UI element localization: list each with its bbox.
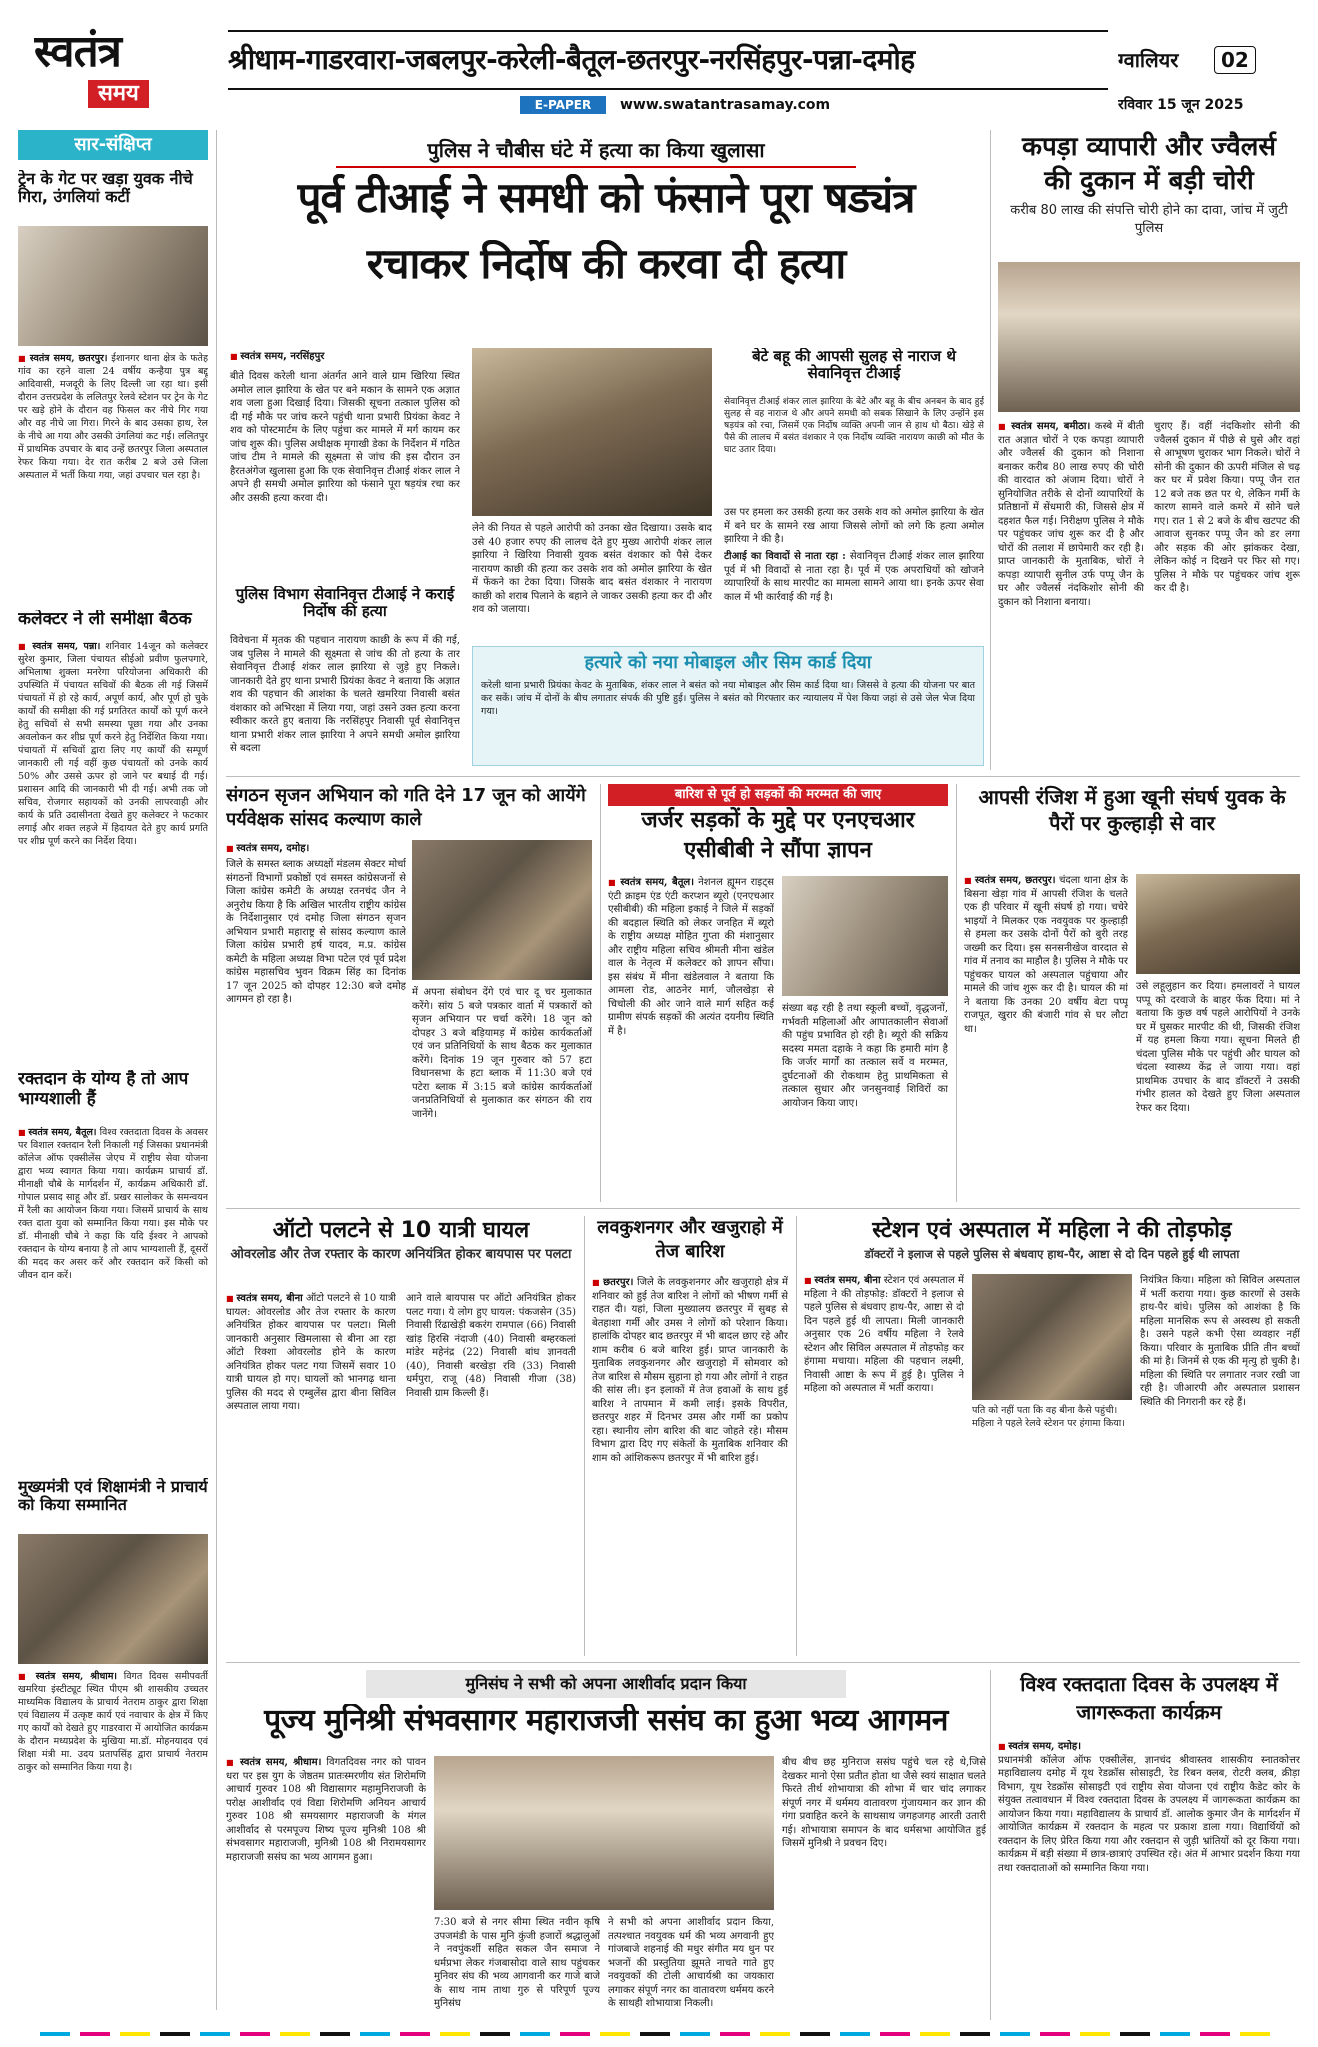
story-2b-body-2: संख्या बढ़ रही है तथा स्कूली बच्चों, वृद्धजनों, गर्भवती महिलाओं और आपातकालीन सेवाओं की पहुंच प्रभावित हो रही है। ब्यूरो की सक्रिय सदस्य ममता दहाके ने कहा कि हमारी मांग है कि जर्जर मार्गों का तत्काल सर्वे व मरम्मत, दुर्घटनाओं की रोकथाम हेतु प्राथमिकता से तत्काल सुधार और जनसुनवाई शिविरों का आयोजन किया जाए। bbox=[782, 1003, 948, 1109]
story-4a-photo bbox=[434, 1756, 774, 1910]
story-2c-photo bbox=[1136, 874, 1300, 974]
story-3c bbox=[804, 1216, 1300, 1656]
story-3c-dateline: ■ स्वतंत्र समय, बीना bbox=[804, 1275, 881, 1286]
story-3a-body-1 bbox=[226, 1292, 396, 1656]
story-2c-dateline: ■ स्वतंत्र समय, छतरपुर। bbox=[964, 875, 1056, 886]
story-3a-body-1-text: ऑटो पलटने से 10 यात्री घायल: ओवरलोड और तेज रफ्तार के कारण अनियंत्रित होकर बायपास पर पलटा। मिली जानकारी अनुसार खिमलासा से बीना आ रहा ऑटो रिक्शा ओवरलोड होने के कारण अनियंत्रित होकर पलट गया जिसमें सवार 10 यात्री घायल हो गए। घायलों को भानगढ़ थाना पुलिस की मदद से एम्बुलेंस द्वारा बीना सिविल अस्पताल लाया गया। bbox=[226, 1293, 396, 1412]
story-2a-body-1: जिले के समस्त ब्लाक अध्यक्षों मंडलम सेक्टर मोर्चा संगठनों विभागों प्रकोष्ठों एवं समस्त कांग्रेसजनों से जिला कांग्रेस कमेटी के अध्यक्ष रतनचंद जैन ने अनुरोध किया है कि अखिल भारतीय राष्ट्रीय कांग्रेस के निर्देशानुसार एवं दमोह जिला संगठन सृजन अभियान प्रभारी महाराष्ट्र से सांसद कल्याण काले जिला कांग्रेस प्रभारी हर्ष यादव, म.प्र. कांग्रेस कमेटी के महिला अध्यक्ष विभा पटेल एवं पूर्व प्रदेश कांग्रेस महासचिव भुवन विक्रम सिंह का दिनांक 17 जून 2025 को दोपहर 12:30 बजे दमोह आगमन हो रहा है। bbox=[226, 859, 406, 1005]
logo-top: स्वतंत्र bbox=[34, 28, 121, 77]
row3-divider-1 bbox=[584, 1216, 585, 1656]
story-4a-body-2: ने सभी को अपना आशीर्वाद प्रदान किया, तत्पश्चात नवयुवक धर्म की भव्य अगवानी हुए गांजबाजे शहनाई की मधुर संगीत मय धुन पर भजनों की प्रस्तुतिया झूमते नाचते गाते हुए नवयुवकों की टोली आचार्यश्री का जयकारा लगाकर संपूर्ण नगर का वातावरण धर्ममय करने के साथही शोभायात्रा निकली। bbox=[608, 1917, 774, 2009]
epaper-label: E-PAPER bbox=[520, 96, 606, 114]
theft-body-1 bbox=[998, 420, 1144, 770]
lead-sub2: बेटे बहू की आपसी सुलह से नाराज थे सेवानिवृत्त टीआई bbox=[752, 348, 956, 383]
sidebar-story-2-text: शनिवार 14जून को कलेक्टर सुरेश कुमार, जिला पंचायत सीईओ प्रवीण फुलपगारे, अभिलाषा शुक्ला मनरेगा परियोजना अधिकारी की उपस्थिति में पंचायत सचिवों की बैठक ली गई जिसमें पंचायतों में हो रहे कार्य, अपूर्ण कार्य, और पूर्ण हो चुके कार्यों की समीक्षा की गई प्रगतिरत कार्यों को पूर्ण करने हेतु सचिवों से सभी समस्या पूछा गया और उनका अवलोकन कर शीघ्र पूर्ण करने हेतु निर्देशित किया गया। पंचायतों में सचिवों द्वारा लिए गए कार्यों की सम्पूर्ण जानकारी ली गई वहीं कुछ पंचायतों को उनके कार्य 50% और उससे ऊपर हो जाने पर बधाई दी गई। प्रशासन आदि की जानकारी भी दी गई। अभी तक जो सचिव, रोजगार सहायकों को उनकी लापरवाही और कार्य के प्रति उदासीनता देखते हुए कलेक्टर ने फटकार लगाई और शक्त लहजे में हिदायत देते हुए कार्य प्रगति पर शीघ्र पूर्ण करने का निर्देश दिया। bbox=[18, 641, 208, 847]
story-2c bbox=[964, 784, 1300, 1202]
lead-sub1: पुलिस विभाग सेवानिवृत्त टीआई ने कराई निर्दोष की हत्या bbox=[235, 586, 455, 621]
story-2a-body-2: में अपना संबोधन देंगे एवं चार दू चर मुलाकात करेंगे। सांय 5 बजे पत्रकार वार्ता में पत्रकारों को सृजन अभियान पर चर्चा करेंगे। 18 जून को दोपहर 3 बजे बड़ियामड़ में कांग्रेस कार्यकर्ताओं एवं जन प्रतिनिधियों के साथ बैठक कर मुलाकात करेंगे। दिनांक 19 जून गुरुवार को 57 हटा विधानसभा के हटा ब्लाक में 11:30 बजे एवं पटेरा ब्लाक में 3:15 बजे कांग्रेस कार्यकर्ताओं जनप्रतिनिधियों से मुलाकात कर संगठन की राय जानेंगे। bbox=[412, 987, 592, 1120]
row2-bottom-divider bbox=[226, 1208, 1300, 1209]
story-4a-body-1 bbox=[226, 1756, 426, 2020]
masthead bbox=[0, 0, 1318, 120]
issue-date: रविवार 15 जून 2025 bbox=[1118, 97, 1244, 113]
sidebar-story-1-photo bbox=[18, 226, 208, 346]
story-3a bbox=[226, 1216, 576, 1656]
story-3b-dateline: ■ छतरपुर। bbox=[592, 1277, 633, 1288]
lead-sub1-body: विवेचना में मृतक की पहचान नारायण काछी के रूप में की गई, जब पुलिस ने मामले की सूक्ष्मता से जांच की तो हत्या के तार सेवानिवृत्त टीआई शंकर लाल झारिया से जुड़े हुए निकले। जानकारी देते हुए थाना प्रभारी प्रियंका केवट ने बताया कि अज्ञात शव की पहचान की आशंका के चलते खमरिया निवासी बसंत वंशकार को अभिरक्षा में लिया गया, जहां उसने उक्त हत्या करना स्वीकार करते हुए बताया कि नरसिंहपुर निवासी पूर्व सेवानिवृत्त थाना प्रभारी शंकर लाल झारिया ने अपने समधी अमोल झारिया से बदला bbox=[230, 635, 460, 754]
story-3c-deck: डॉक्टरों ने इलाज से पहले पुलिस से बंधवाए हाथ-पैर, आष्टा से दो दिन पहले हुई थी लापता bbox=[864, 1247, 1240, 1261]
story-4b-headline: विश्व रक्तदाता दिवस के उपलक्ष्य में जागरूकता कार्यक्रम bbox=[1020, 1672, 1278, 1724]
row4-divider bbox=[990, 1670, 991, 2020]
story-2c-body-1 bbox=[964, 874, 1128, 1202]
lead-sub3-block bbox=[724, 550, 984, 640]
story-3c-photo bbox=[972, 1274, 1132, 1400]
sidebar-story-1-title: ट्रेन के गेट पर खड़ा युवक नीचे गिरा, उंगलियां कटीं bbox=[18, 170, 193, 207]
lead-sub3: टीआई का विवादों से नाता रहा : bbox=[724, 551, 846, 562]
theft-headline-2: की दुकान में बड़ी चोरी bbox=[1044, 166, 1254, 196]
lead-dateline bbox=[230, 348, 460, 364]
story-4a-kicker: मुनिसंघ ने सभी को अपना आशीर्वाद प्रदान किया bbox=[465, 1674, 747, 1693]
row3-bottom-divider bbox=[226, 1662, 1300, 1663]
sidebar-story-2-dateline: ■ स्वतंत्र समय, पन्ना। bbox=[18, 641, 100, 652]
story-4a-headline: पूज्य मुनिश्री संभवसागर महाराजजी ससंघ का हुआ भव्य आगमन bbox=[264, 1704, 948, 1738]
sidebar-story-3-dateline: ■ स्वतंत्र समय, बैतूल। bbox=[18, 1127, 97, 1138]
theft-photo bbox=[998, 262, 1300, 412]
story-2a-dateline bbox=[226, 840, 406, 854]
story-2a-headline: संगठन सृजन अभियान को गति देने 17 जून को आयेंगे पर्यवेक्षक सांसद कल्याण काले bbox=[226, 785, 586, 830]
lead-sub4-box bbox=[472, 646, 984, 766]
lead-sub3-body: सेवानिवृत्त टीआई शंकर लाल झारिया पूर्व में भी विवादों से नाता रहा है। पूर्व में एक अपराधियों को खोजने व्यापारियों के साथ मारपीट का मामला सामने आया था। इनके ऊपर सेवा काल में भी कार्रवाई की गई है। bbox=[724, 551, 984, 603]
logo-bottom: समय bbox=[88, 80, 149, 108]
sidebar-story-4-photo bbox=[18, 1534, 208, 1664]
story-2b-kicker: बारिश से पूर्व हो सड़कों की मरम्मत की जाए bbox=[608, 784, 948, 806]
edition-box bbox=[1118, 40, 1258, 80]
story-3c-body-1 bbox=[804, 1274, 964, 1656]
lead-divider bbox=[990, 130, 991, 770]
story-2c-body-1-text: चंदला थाना क्षेत्र के बिसना खेड़ा गांव में आपसी रंजिश के चलते एक ही परिवार में खूनी संघर्ष हो गया। चचेरे भाइयों ने मिलकर एक नवयुवक पर कुल्हाड़ी से हमला कर उसके दोनों पैरों को बुरी तरह जख्मी कर दिया। इस सनसनीखेज वारदात से गांव में तनाव का माहौल है। पुलिस ने मौके पर पहुंचकर घायल को अस्पताल पहुंचाया और मामले की जांच शुरू कर दी है। घायल की मां ने बताया कि उनका 20 वर्षीय बेटा पप्पू राजपूत, खुरार की बंजारी गांव से घर लौटा था। bbox=[964, 875, 1128, 1035]
sidebar-story-4-body bbox=[18, 1670, 208, 2008]
sidebar-story-1-text: ईशानगर थाना क्षेत्र के फतेह गांव का रहने वाला 24 वर्षीय कन्हैया पुत्र बद्दू आदिवासी, मजदूरी के लिए दिल्ली जा रहा था। इसी दौरान उत्तरप्रदेश के ललितपुर रेलवे स्टेशन पर ट्रेन के गेट पर खड़े होने के दौरान वह फिसल कर नीचे गिर गया और वह नीचे जा गिरा। गिरने के बाद उसका हाथ, रेल के नीचे आ गया और उसकी उंगलियां कट गई। ललितपुर में प्राथमिक उपचार के बाद उन्हें छतरपुर जिला अस्पताल रेफर किया गया। देर रात करीब 2 बजे उसे जिला अस्पताल में भर्ती किया गया, जहां उपचार चल रहा है। bbox=[18, 353, 208, 481]
logo bbox=[34, 28, 184, 118]
page-number: 02 bbox=[1214, 46, 1256, 74]
sidebar-story-2-body bbox=[18, 640, 208, 1060]
row3-divider-2 bbox=[796, 1216, 797, 1656]
row2-divider-2 bbox=[956, 784, 957, 1202]
story-2b-dateline: ■ स्वतंत्र समय, बैतूल। bbox=[608, 877, 694, 888]
story-2c-headline: आपसी रंजिश में हुआ खूनी संघर्ष युवक के पैरों पर कुल्हाड़ी से वार bbox=[978, 785, 1286, 835]
theft-body-1-text: कस्बे में बीती रात अज्ञात चोरों ने एक कपड़ा व्यापारी और ज्वैलर्स की दुकान को निशाना बनाकर करीब 80 लाख रुपए की चोरी की वारदात को अंजाम दिया। चोरों ने सुनियोजित तरीके से दोनों व्यापारियों के प्रतिष्ठानों में सेंधमारी की, जिससे क्षेत्र में दहशत फैल गई। निरीक्षण पुलिस ने मौके पर पहुंचकर जांच शुरू कर दी है और चोरों की तलाश में छापेमारी कर रही है। प्राप्त जानकारी के मुताबिक, चोरों ने कपड़ा व्यापारी सुनील उर्फ पप्पू जैन के घर और ज्वैलर्स नंदकिशोर सोनी की दुकान को निशाना बनाया। bbox=[998, 421, 1144, 608]
lead-dateline-text: ■ स्वतंत्र समय, नरसिंहपुर bbox=[230, 351, 324, 362]
story-3c-body-2: नियंत्रित किया। महिला को सिविल अस्पताल में भर्ती कराया गया। कुछ कारणों से उसके हाथ-पैर बांधे। पुलिस को आशंका है कि महिला मानसिक रूप से अस्वस्थ हो सकती है। उसने पहले कभी ऐसा व्यवहार नहीं किया। परिवार के मुताबिक प्रीति तीन बच्चों की मां है। जिनमें से एक की मृत्यु हो चुकी है। महिला की स्थिति पर लगातार नजर रखी जा रही है। जीआरपी और अस्पताल प्रशासन स्थिति की निगरानी कर रहे हैं। bbox=[1140, 1275, 1300, 1408]
theft-dateline: ■ स्वतंत्र समय, बमीठा। bbox=[998, 421, 1090, 432]
registration-marks bbox=[40, 2032, 1278, 2036]
story-3a-dateline: ■ स्वतंत्र समय, बीना bbox=[226, 1293, 303, 1304]
theft-headline-1: कपड़ा व्यापारी और ज्वैलर्स bbox=[1022, 132, 1276, 162]
lead-story bbox=[226, 130, 986, 770]
story-4a-dateline: ■ स्वतंत्र समय, श्रीधाम। bbox=[226, 1757, 321, 1768]
story-4b-body-text: प्रधानमंत्री कॉलेज ऑफ एक्सीलेंस, ज्ञानचंद श्रीवास्तव शासकीय स्नातकोत्तर महाविद्यालय दमोह में यूथ रेडक्रॉस सोसाइटी, रेड रिबन क्लब, रोटरी क्लब, क्रीड़ा विभाग, यूथ रेडक्रॉस सोसाइटी एवं राष्ट्रीय सेवा योजना एवं राष्ट्रीय कैडेट कोर के संयुक्त तत्वावधान में विश्व रक्तदाता दिवस के उपलक्ष्य में जागरूकता कार्यक्रम का आयोजन किया गया। महाविद्यालय के प्राचार्य डॉ. आलोक कुमार जैन के मार्गदर्शन में आयोजित कार्यक्रम में रक्तदान के महत्व पर प्रकाश डाला गया। विद्यार्थियों को रक्तदान के लिए प्रेरित किया गया और रक्तदान से जुड़ी भ्रांतियों को दूर किया गया। कार्यक्रम में बड़ी संख्या में छात्र-छात्राएं उपस्थित रहे। अंत में आभार प्रदर्शन किया गया तथा रक्तदाताओं को सम्मानित किया गया। bbox=[998, 1754, 1300, 1874]
story-2b-headline-2: एसीबीबी ने सौंपा ज्ञापन bbox=[684, 838, 872, 863]
lead-headline-2: रचाकर निर्दोष की करवा दी हत्या bbox=[366, 240, 846, 288]
story-2b-headline-1: जर्जर सड़कों के मुद्दे पर एनएचआर bbox=[641, 808, 915, 833]
sidebar-story-4-title: मुख्यमंत्री एवं शिक्षामंत्री ने प्राचार्य को किया सम्मानित bbox=[18, 1478, 208, 1515]
edition-name: ग्वालियर bbox=[1118, 48, 1179, 72]
story-3c-caption: पति को नहीं पता कि वह बीना कैसे पहुंची। महिला ने पहले रेलवे स्टेशन पर हंगामा किया। bbox=[972, 1405, 1125, 1429]
story-2a-dateline-text: ■ स्वतंत्र समय, दमोह। bbox=[226, 843, 309, 854]
story-3a-deck: ओवरलोड और तेज रफ्तार के कारण अनियंत्रित होकर बायपास पर पलटा bbox=[230, 1247, 572, 1262]
row1-divider bbox=[226, 776, 1300, 777]
story-2a-photo bbox=[412, 840, 592, 980]
lead-kicker-text: पुलिस ने चौबीस घंटे में हत्या का किया खुलासा bbox=[427, 138, 765, 162]
sidebar-story-3-text: विश्व रक्तदाता दिवस के अवसर पर विशाल रक्तदान रैली निकाली गई जिसका प्रधानमंत्री कॉलेज ऑफ एक्सीलेंस जेएच में राष्ट्रीय सेवा योजना द्वारा भव्य स्वागत किया गया। कार्यक्रम प्राचार्य डॉ. मीनाक्षी चौबे के मार्गदर्शन में, कार्यक्रम अधिकारी डॉ. गोपाल प्रसाद साहू और डॉ. प्रखर सालोकर के समन्वयन में रैली का आयोजन किया गया। जिसमें प्राचार्य के साथ रक्त दाता युवा को सम्मानित किया गया। इस मौके पर डॉ. मीनाक्षी चौबे ने कहा कि यदि ईश्वर ने आपको रक्तदान के योग्य बनाया है तो आप भाग्यशाली हैं, दूसरों की मदद कर असर करें और रक्तदान करें किसी को जीवन दान करें। bbox=[18, 1127, 208, 1281]
story-2b-body bbox=[608, 876, 774, 1202]
sidebar-story-2-title: कलेक्टर ने ली समीक्षा बैठक bbox=[18, 610, 192, 629]
row2-divider-1 bbox=[600, 784, 601, 1202]
theft-deck: करीब 80 लाख की संपत्ति चोरी होने का दावा, जांच में जुटी पुलिस bbox=[1010, 203, 1288, 236]
sidebar-header: सार-संक्षिप्त bbox=[18, 130, 208, 160]
sidebar-story-4-dateline: ■ स्वतंत्र समय, श्रीधाम। bbox=[18, 1671, 117, 1682]
story-4b bbox=[998, 1670, 1300, 2020]
story-4a bbox=[226, 1670, 986, 2020]
cities-bar bbox=[228, 30, 1108, 90]
story-2c-body-2: उसे लहूलुहान कर दिया। हमलावरों ने घायल पप्पू को दरवाजे के बाहर फेंक दिया। मां ने बताया कि कुछ वर्ष पहले आरोपियों ने उनके घर में घुसकर मारपीट की थी, जिसकी रंजिश में यह हमला किया गया। सूचना मिलते ही चंदला पुलिस मौके पर पहुंची और घायल को चंदला स्वास्थ्य केंद्र ले जाया गया। वहां प्राथमिक उपचार के बाद डॉक्टरों ने उसकी गंभीर हालत को देखते हुए जिला अस्पताल रेफर कर दिया। bbox=[1136, 981, 1300, 1114]
story-3b-body bbox=[592, 1276, 788, 1656]
story-4a-body-1-text: विगतदिवस नगर को पावन धरा पर इस युग के जेष्ठतम प्रातःस्मरणीय संत शिरोमणि आचार्य गुरुवर 108 श्री विद्यासागर महामुनिराजजी के परोक्ष आशीर्वाद एवं विद्या शिरोमणि अनियन आचार्य गुरुवर 108 श्री समयसागर महाराजजी के मंगल आशीर्वाद से परमपूज्य शिष्य पूज्य मुनिश्री 108 श्री संभवसागर महाराजजी, मुनिश्री 108 श्री निरामयसागर महाराजजी ससंघ का भव्य आगमन हुआ। bbox=[226, 1757, 426, 1863]
story-3c-body-1-text: स्टेशन एवं अस्पताल में महिला ने की तोड़फोड़: डॉक्टरों ने इलाज से पहले पुलिस से बंधवाए हाथ-पैर, आष्टा से दो दिन पहले हुई थी लापता। मिली जानकारी अनुसार एक 26 वर्षीय महिला ने रेलवे स्टेशन और सिविल अस्पताल में तोड़फोड़ कर हंगामा मचाया। महिला की पहचान लक्ष्मी, निवासी आष्टा के रूप में हुई है। पुलिस ने महिला को अस्पताल में भर्ती कराया। bbox=[804, 1275, 964, 1394]
sidebar bbox=[18, 130, 208, 2010]
story-4a-kicker-bar bbox=[366, 1670, 846, 1698]
sidebar-story-4-text: विगत दिवस समीपवर्ती खमरिया इंस्टीट्यूट स्थित पीएम श्री शासकीय उच्चतर माध्यमिक विद्यालय के प्राचार्य नेतराम ठाकुर द्वारा शिक्षा एवं विद्यालय में उत्कृष्ट कार्य एवं नवाचार के क्षेत्र में किए गए कार्यों को देखते हुए गाडरवारा में आयोजित कार्यक्रम के दौरान मध्यप्रदेश के मुखिया मा.डॉ. मोहनयादव एवं शिक्षा मंत्री मा. उदय प्रतापसिंह द्वारा प्राचार्य नेतराम ठाकुर को सम्मानित किया गया है। bbox=[18, 1671, 208, 1773]
story-4b-dateline: ■ स्वतंत्र समय, दमोह। bbox=[998, 1741, 1081, 1752]
lead-right-body: उस पर हमला कर उसकी हत्या कर उसके शव को अमोल झारिया के खेत में बने घर के सामने रख आया जिससे लोगों को लगे कि हत्या अमोल झारिया ने की है। bbox=[724, 507, 984, 545]
story-3c-headline: स्टेशन एवं अस्पताल में महिला ने की तोड़फोड़ bbox=[872, 1218, 1232, 1243]
lead-sub4-body: करेली थाना प्रभारी प्रियंका केवट के मुताबिक, शंकर लाल ने बसंत को नया मोबाइल और सिम कार्ड दिया था। जिससे वे हत्या की योजना पर बात कर सकें। जांच में दोनों के बीच लगातार संपर्क की पुष्टि हुई। पुलिस ने बसंत को गिरफ्तार कर न्यायालय में पेश किया जहां से उसे जेल भेज दिया गया। bbox=[481, 680, 975, 717]
story-4a-body-3: बीच बीच छह मुनिराज ससंघ पहुंचे चल रहे थे,जिसे देखकर मानो ऐसा प्रतीत होता था जैसे स्वयं साक्षात चलते फिरते तीर्थ शोभायात्रा की शोभा में चार चांद लगाकर संपूर्ण नगर में धर्ममय वातावरण गुंजायमान कर ज्ञान की गंगा प्रवाहित करने के साथसाथ जगहजगह आरती उतारी गई। शोभायात्रा समापन के बाद धर्मसभा आयोजित हुई जिसमें मुनिश्री ने प्रवचन दिए। bbox=[782, 1757, 986, 1849]
lead-body: बीते दिवस करेली थाना अंतर्गत आने वाले ग्राम खिरिया स्थित अमोल लाल झारिया के खेत पर बने मकान के सामने एक अज्ञात शव जला हुआ दिखाई दिया। जिसकी सूचना तत्काल पुलिस को दी गई मौके पर जांच करने पहुंची थाना प्रभारी प्रियंका केवट ने शव को पोस्टमार्टम के लिए पहुंचा कर मामले में मर्ग कायम कर जांच शुरू की। पुलिस अधीक्षक मृगाखी डेका के निर्देशन में गठित जांच टीम ने मामले की सूक्ष्मता से जांच की इस दौरान उन हैरतअंगेज खुलासा हुआ कि एक सेवानिवृत्त टीआई शंकर लाल ने अपने ही समधी अमोल झारिया को फंसाने पूरा षड़यंत्र रचा कर और उसकी हत्या करवा दी। bbox=[230, 371, 460, 504]
story-4b-body bbox=[998, 1740, 1300, 2020]
story-4a-caption: 7:30 बजे से नगर सीमा स्थित नवीन कृषि उपजमंडी के पास मुनि कुंजी हजारों श्रद्धालुओं ने नवपुंकर्शी सहित सकल जैन समाज ने धर्मप्रभा लेकर गंजबासोदा वाले साथ पहुंचकर मुनिवर संघ की भव्य आगवानी कर गाजे बाजे के साथ नाम ताथा गुरु से परिपूर्ण पूज्य मुनिसंघ bbox=[434, 1917, 600, 2009]
theft-body-2: चुराए हैं। वहीं नंदकिशोर सोनी की ज्वैलर्स दुकान में पीछे से घुसे और वहां से आभूषण चुराकर भाग निकले। चोरों ने सोनी की दुकान की ऊपरी मंजिल से चढ़ कर घर में प्रवेश किया। पप्पू जैन रात 12 बजे तक छत पर थे, लेकिन गर्मी के कारण सामने वाले कमरे में सोने चले गए। रात 1 से 2 बजे के बीच खटपट की आवाज सुनकर पप्पू जैन को डर लगा और सड़क की ओर झांककर देखा, लेकिन कोई न दिखने पर फिर सो गए। पुलिस ने मौके पर पहुंचकर जांच शुरू कर दी है। bbox=[1154, 421, 1300, 594]
story-3b-headline: लवकुशनगर और खजुराहो में तेज बारिश bbox=[597, 1217, 783, 1262]
site-url[interactable]: www.swatantrasamay.com bbox=[620, 97, 831, 113]
sidebar-story-3-title: रक्तदान के योग्य है तो आप भाग्यशाली हैं bbox=[18, 1070, 189, 1109]
story-3a-body-2: आने वाले बायपास पर ऑटो अनियंत्रित होकर पलट गया। ये लोग हुए घायल: पंकजसेन (35) निवासी रिंढाखेड़ी बकरंग रामपाल (66) निवासी खांड़ हिरसि नंदाजी (40) निवासी बम्हरकलां मांडेर महेनंद्र (22) निवासी बांध ज्ञानवती (40), निवासी बरखेड़ा रवि (33) निवासी धर्मपुरा, राजू (48) निवासी गीजा (38) निवासी ग्राम किल्ली हैं। bbox=[406, 1293, 576, 1399]
lead-headline-1: पूर्व टीआई ने समधी को फंसाने पूरा षड्यंत्र bbox=[297, 174, 915, 222]
lead-kicker bbox=[336, 134, 856, 168]
story-2b-body-text: नेशनल ह्यूमन राइट्स एंटी क्राइम एंड एंटी करप्शन ब्यूरो (एनएचआर एसीबीबी) की महिला इकाई ने जिले में सड़कों की बदहाल स्थिति को लेकर जनहित में ब्यूरो के राष्ट्रीय अध्यक्ष मोहित गुप्ता की मंशानुसार और राष्ट्रीय महिला सचिव श्रीमती मीना खंडेल वाल के नेतृत्व में कलेक्टर को ज्ञापन सौंपा। इस संबंध में मीना खंडेलवाल ने बताया कि आमला रोड, आठनेर मार्ग, जौलखेड़ा से चिचोली की ओर जाने वाले मार्ग सहित कई ग्रामीण संपर्क सड़कों की अत्यंत दयनीय स्थिति में है। bbox=[608, 877, 774, 1037]
story-3b-body-text: जिले के लवकुशनगर और खजुराहो क्षेत्र में शनिवार को हुई तेज बारिश ने लोगों को भीषण गर्मी से राहत दी। यहां, जिला मुख्यालय छतरपुर में सुबह से बेतहाशा गर्मी और उमस ने लोगों को परेशान किया। हालांकि दोपहर बाद छतरपुर में भी बादल छाए रहे और शाम करीब 6 बजे बारिश हुई। प्राप्त जानकारी के मुताबिक लवकुशनगर और खजुराहो में सोमवार को तेज बारिश से मौसम सुहाना हो गया और लोगों ने राहत की सांस ली। इन इलाकों में तेज हवाओं के साथ हुई बारिश ने तापमान में कमी लाई। इसके विपरीत, छतरपुर शहर में दिनभर उमस और गर्मी का प्रकोप रहा। स्थानीय लोग बारिश की बाट जोहते रहे। मौसम विभाग द्वारा दिए गए संकेतों के मुताबिक शनिवार की शाम को आंशिकरूप छतरपुर में भी बारिश हुई। bbox=[592, 1277, 788, 1464]
registration-strip bbox=[0, 2030, 1318, 2040]
sidebar-story-3-body bbox=[18, 1126, 208, 1466]
story-2a bbox=[226, 784, 592, 1202]
story-2b bbox=[608, 784, 948, 1202]
cities-line: श्रीधाम-गाडरवारा-जबलपुर-करेली-बैतूल-छतरपुर-नरसिंहपुर-पन्ना-दमोह bbox=[228, 43, 915, 76]
theft-story bbox=[998, 130, 1300, 770]
lead-mid-body: लेने की नियत से पहले आरोपी को उनका खेत दिखाया। उसके बाद उसे 40 हजार रुपए की लालच देते हुए मुख्य आरोपी शंकर लाल झारिया ने खिरिया निवासी युवक बसंत वंशकार को पैसे देकर नारायण काछी की हत्या कर उसके शव को अमोल झारिया के खेत में फेंकने का टेका दिया। जिसके बाद बसंत वंशकार ने नारायण काछी को शराब पिलाने के बहाने ले जाकर उसकी हत्या कर दी और शव को जलाया। bbox=[472, 523, 712, 615]
lead-sub4: हत्यारे को नया मोबाइल और सिम कार्ड दिया bbox=[584, 652, 872, 673]
sidebar-story-1-body bbox=[18, 352, 208, 598]
sidebar-divider bbox=[216, 130, 217, 2010]
story-3b bbox=[592, 1216, 788, 1656]
lead-sub2-body: सेवानिवृत्त टीआई शंकर लाल झारिया के बेटे और बहू के बीच अनबन के बाद हुई सुलह से वह नाराज थे और अपने समधी को सबक सिखाने के लिए उन्होंने इस षड़यंत्र को रचा, जिसमें एक निर्दोष व्यक्ति अपनी जान से हाथ धो बैठा। खेड़े से पैसे की लालच में बसंत वंशकार ने एक निर्दोष व्यक्ति नारायण काछी को मौत के घाट उतार दिया। bbox=[724, 397, 984, 455]
story-3a-headline: ऑटो पलटने से 10 यात्री घायल bbox=[272, 1218, 530, 1243]
story-2b-photo bbox=[782, 876, 948, 996]
sidebar-story-1-dateline: ■ स्वतंत्र समय, छतरपुर। bbox=[18, 353, 107, 364]
lead-photo bbox=[472, 348, 712, 516]
